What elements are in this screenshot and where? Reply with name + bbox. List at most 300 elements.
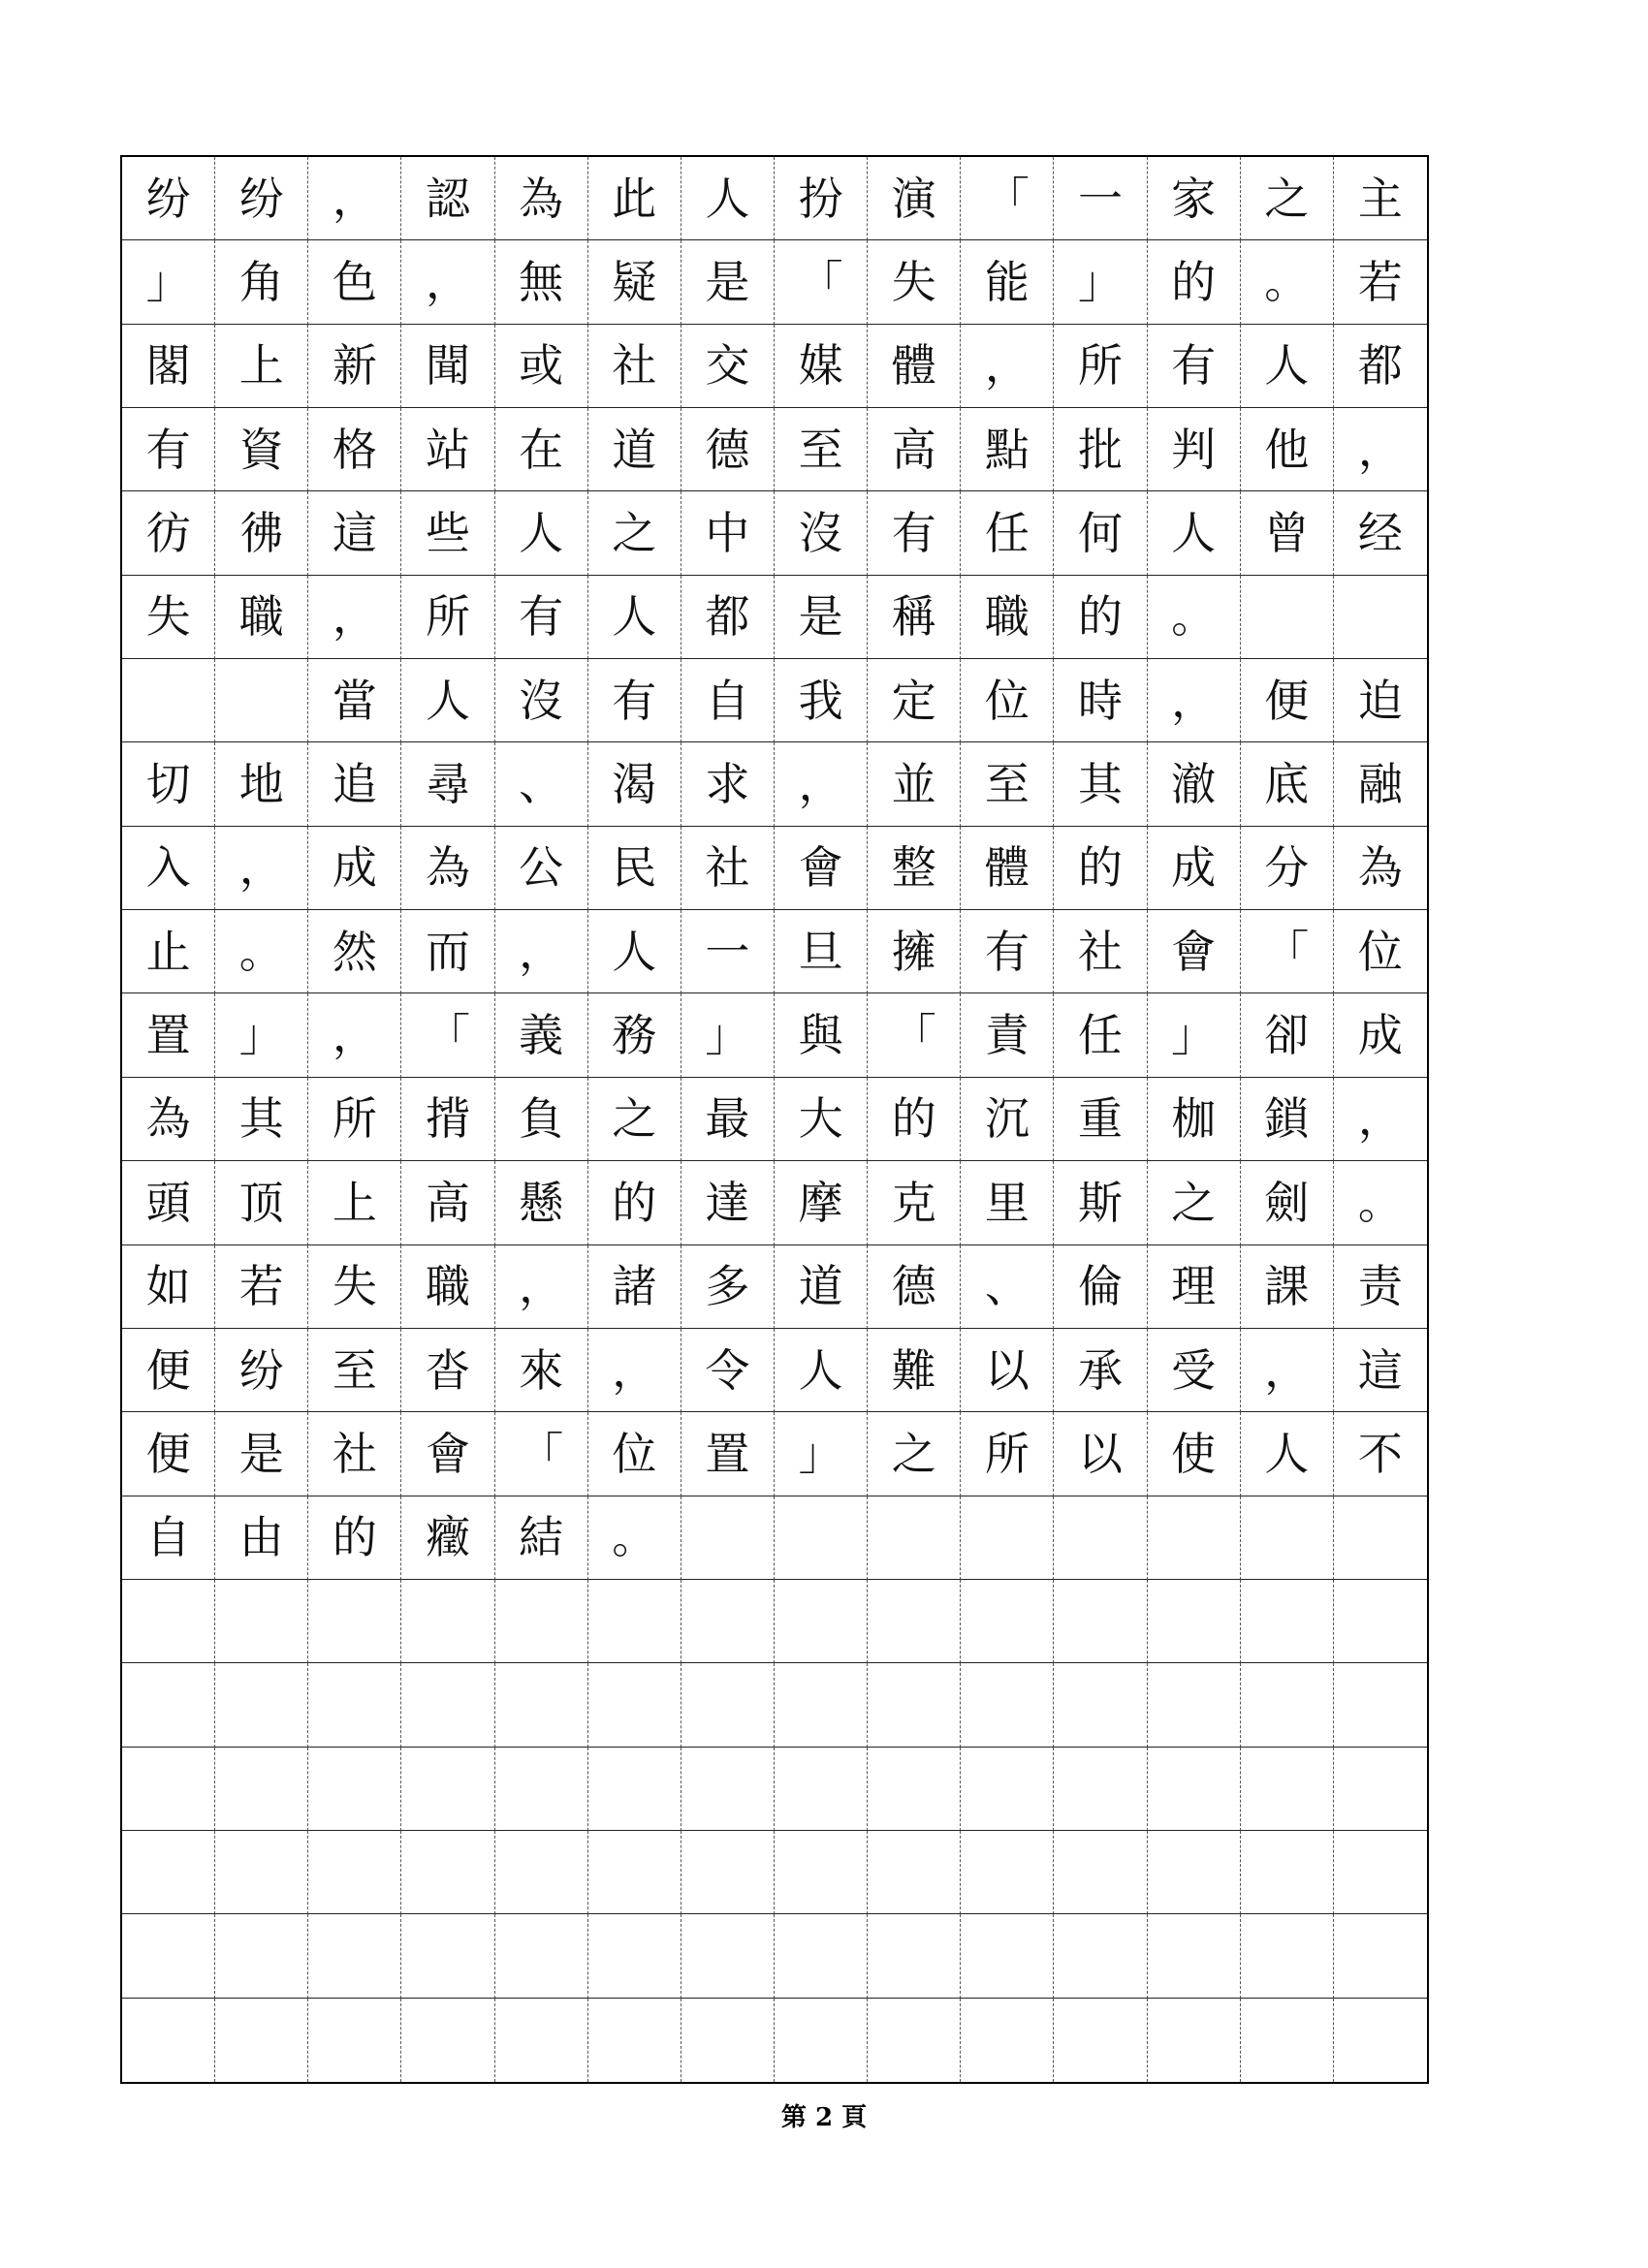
grid-cell [1241, 1748, 1334, 1831]
grid-cell: 大 [775, 1078, 868, 1161]
grid-cell [308, 1663, 401, 1747]
grid-cell: 位 [961, 659, 1054, 742]
grid-cell [1241, 1999, 1334, 2082]
grid-cell [681, 1663, 775, 1747]
grid-cell [308, 1999, 401, 2082]
grid-cell [1241, 1831, 1334, 1914]
grid-cell: 旦 [775, 910, 868, 993]
grid-cell: 的 [1148, 240, 1241, 324]
grid-cell [308, 1580, 401, 1663]
grid-cell: ， [1334, 408, 1427, 491]
grid-cell: 會 [401, 1412, 494, 1496]
grid-cell: 德 [681, 408, 775, 491]
grid-cell: 課 [1241, 1245, 1334, 1329]
grid-cell [1054, 1999, 1147, 2082]
grid-cell [495, 1831, 588, 1914]
grid-cell [1334, 1999, 1427, 2082]
grid-cell: ， [588, 1329, 681, 1412]
grid-cell: 職 [961, 576, 1054, 659]
grid-cell: ， [215, 827, 308, 910]
grid-cell [1054, 1580, 1147, 1663]
grid-cell: 角 [215, 240, 308, 324]
grid-cell [681, 1914, 775, 1998]
grid-cell: 」 [122, 240, 215, 324]
grid-cell: 在 [495, 408, 588, 491]
grid-cell [495, 1999, 588, 2082]
grid-cell [775, 1831, 868, 1914]
grid-cell [122, 1663, 215, 1747]
grid-cell: 所 [308, 1078, 401, 1161]
grid-cell [1148, 1496, 1241, 1580]
grid-cell: 責 [961, 993, 1054, 1077]
grid-cell [401, 1663, 494, 1747]
grid-cell [215, 1999, 308, 2082]
grid-cell: 多 [681, 1245, 775, 1329]
grid-cell: 擁 [868, 910, 961, 993]
grid-cell: 有 [588, 659, 681, 742]
grid-cell: 格 [308, 408, 401, 491]
grid-cell: 諸 [588, 1245, 681, 1329]
grid-cell: 彷 [122, 491, 215, 575]
grid-cell [961, 1999, 1054, 2082]
grid-cell: 時 [1054, 659, 1147, 742]
grid-cell: 承 [1054, 1329, 1147, 1412]
grid-cell [961, 1496, 1054, 1580]
grid-cell [495, 1663, 588, 1747]
grid-cell: 任 [961, 491, 1054, 575]
grid-cell [588, 1748, 681, 1831]
grid-cell: 人 [1241, 1412, 1334, 1496]
grid-cell: 頭 [122, 1161, 215, 1244]
page-number: 第 2 頁 [780, 2103, 868, 2132]
grid-cell: 難 [868, 1329, 961, 1412]
grid-cell: 。 [1334, 1161, 1427, 1244]
grid-cell: ， [401, 240, 494, 324]
grid-cell: 新 [308, 325, 401, 408]
grid-cell: 澈 [1148, 742, 1241, 826]
grid-cell [775, 1914, 868, 1998]
grid-cell: 家 [1148, 157, 1241, 240]
grid-cell: 失 [308, 1245, 401, 1329]
grid-cell [775, 1496, 868, 1580]
grid-cell: 職 [215, 576, 308, 659]
grid-cell: 是 [775, 576, 868, 659]
grid-cell: 人 [401, 659, 494, 742]
grid-cell: 人 [775, 1329, 868, 1412]
grid-cell: 鎖 [1241, 1078, 1334, 1161]
grid-cell [215, 1748, 308, 1831]
grid-cell: 若 [215, 1245, 308, 1329]
grid-cell: 卻 [1241, 993, 1334, 1077]
grid-cell [681, 1831, 775, 1914]
grid-cell [1054, 1914, 1147, 1998]
grid-cell: 置 [122, 993, 215, 1077]
grid-cell: 點 [961, 408, 1054, 491]
grid-cell: 些 [401, 491, 494, 575]
grid-cell: 人 [1241, 325, 1334, 408]
grid-cell [1148, 1748, 1241, 1831]
grid-cell: 任 [1054, 993, 1147, 1077]
grid-cell [215, 1580, 308, 1663]
grid-cell: 有 [868, 491, 961, 575]
grid-cell: 義 [495, 993, 588, 1077]
grid-cell [588, 1999, 681, 2082]
grid-cell: 沒 [495, 659, 588, 742]
grid-cell [401, 1914, 494, 1998]
grid-cell [775, 1663, 868, 1747]
grid-cell: 里 [961, 1161, 1054, 1244]
grid-cell: 一 [681, 910, 775, 993]
grid-cell: 切 [122, 742, 215, 826]
grid-cell: 。 [1148, 576, 1241, 659]
grid-cell: 這 [1334, 1329, 1427, 1412]
grid-cell: 成 [1334, 993, 1427, 1077]
grid-cell: 認 [401, 157, 494, 240]
grid-cell: 主 [1334, 157, 1427, 240]
grid-cell: 民 [588, 827, 681, 910]
grid-cell [775, 1748, 868, 1831]
grid-cell: 結 [495, 1496, 588, 1580]
grid-cell: 位 [1334, 910, 1427, 993]
grid-cell [961, 1914, 1054, 1998]
grid-cell: 為 [122, 1078, 215, 1161]
grid-cell [1334, 1914, 1427, 1998]
grid-cell: 人 [495, 491, 588, 575]
grid-cell: 失 [122, 576, 215, 659]
grid-cell [401, 1999, 494, 2082]
grid-cell: 纷 [215, 1329, 308, 1412]
grid-cell: 之 [1241, 157, 1334, 240]
grid-cell: 重 [1054, 1078, 1147, 1161]
grid-cell: 」 [775, 1412, 868, 1496]
grid-cell: 如 [122, 1245, 215, 1329]
grid-cell [961, 1831, 1054, 1914]
grid-cell [308, 1748, 401, 1831]
grid-cell: 社 [588, 325, 681, 408]
grid-cell [961, 1580, 1054, 1663]
grid-cell: 沓 [401, 1329, 494, 1412]
grid-cell [868, 1580, 961, 1663]
grid-cell: 公 [495, 827, 588, 910]
grid-cell [1054, 1663, 1147, 1747]
grid-cell: 體 [961, 827, 1054, 910]
grid-cell: 融 [1334, 742, 1427, 826]
grid-cell: 的 [1054, 827, 1147, 910]
grid-cell [1054, 1831, 1147, 1914]
grid-cell: 置 [681, 1412, 775, 1496]
writing-grid [120, 155, 1429, 2084]
grid-cell [681, 1580, 775, 1663]
grid-cell [122, 1580, 215, 1663]
grid-cell: 受 [1148, 1329, 1241, 1412]
grid-cell: 他 [1241, 408, 1334, 491]
grid-cell [868, 1496, 961, 1580]
grid-cell: 迫 [1334, 659, 1427, 742]
grid-cell: 來 [495, 1329, 588, 1412]
grid-cell [868, 1663, 961, 1747]
grid-cell: 斯 [1054, 1161, 1147, 1244]
grid-cell: 。 [1241, 240, 1334, 324]
grid-cell: 的 [588, 1161, 681, 1244]
grid-cell: 為 [1334, 827, 1427, 910]
grid-cell: 並 [868, 742, 961, 826]
grid-cell [1148, 1999, 1241, 2082]
grid-cell: 彿 [215, 491, 308, 575]
grid-cell: 成 [308, 827, 401, 910]
grid-cell [588, 1580, 681, 1663]
grid-cell [775, 1999, 868, 2082]
grid-cell: 顶 [215, 1161, 308, 1244]
grid-cell: 底 [1241, 742, 1334, 826]
grid-cell: 责 [1334, 1245, 1427, 1329]
grid-cell: 上 [215, 325, 308, 408]
grid-cell [1334, 1496, 1427, 1580]
grid-cell: 、 [495, 742, 588, 826]
grid-cell [122, 1914, 215, 1998]
grid-cell: 疑 [588, 240, 681, 324]
grid-cell [681, 1748, 775, 1831]
grid-cell: 不 [1334, 1412, 1427, 1496]
grid-cell: 都 [681, 576, 775, 659]
grid-cell: 曾 [1241, 491, 1334, 575]
grid-cell: 的 [308, 1496, 401, 1580]
grid-cell: 是 [681, 240, 775, 324]
grid-cell: 道 [775, 1245, 868, 1329]
grid-cell: 自 [122, 1496, 215, 1580]
grid-cell [122, 1748, 215, 1831]
grid-cell [681, 1496, 775, 1580]
grid-cell: 纷 [122, 157, 215, 240]
grid-cell: 枷 [1148, 1078, 1241, 1161]
grid-cell: 之 [868, 1412, 961, 1496]
grid-cell: 「 [495, 1412, 588, 1496]
grid-cell [588, 1914, 681, 1998]
grid-cell: 人 [1148, 491, 1241, 575]
grid-cell: 負 [495, 1078, 588, 1161]
grid-cell: 所 [961, 1412, 1054, 1496]
grid-cell: 「 [1241, 910, 1334, 993]
grid-cell [401, 1748, 494, 1831]
grid-cell [1148, 1663, 1241, 1747]
grid-cell: 位 [588, 1412, 681, 1496]
grid-cell: 所 [401, 576, 494, 659]
grid-cell: 批 [1054, 408, 1147, 491]
grid-cell: 其 [1054, 742, 1147, 826]
grid-cell: 或 [495, 325, 588, 408]
grid-cell: 資 [215, 408, 308, 491]
grid-cell: 。 [588, 1496, 681, 1580]
grid-cell [1148, 1831, 1241, 1914]
grid-cell [495, 1914, 588, 1998]
grid-cell: 職 [401, 1245, 494, 1329]
grid-cell: 至 [775, 408, 868, 491]
grid-cell: 追 [308, 742, 401, 826]
grid-cell: 以 [1054, 1412, 1147, 1496]
grid-cell [1241, 1580, 1334, 1663]
grid-cell [1241, 1663, 1334, 1747]
grid-cell [122, 659, 215, 742]
grid-cell [215, 659, 308, 742]
grid-cell: 自 [681, 659, 775, 742]
grid-cell: 閣 [122, 325, 215, 408]
grid-cell: 止 [122, 910, 215, 993]
grid-cell: 的 [868, 1078, 961, 1161]
grid-cell: 分 [1241, 827, 1334, 910]
grid-cell [308, 1914, 401, 1998]
grid-cell: ， [308, 576, 401, 659]
grid-cell [868, 1831, 961, 1914]
grid-cell: 克 [868, 1161, 961, 1244]
grid-cell: 「 [961, 157, 1054, 240]
grid-cell [401, 1831, 494, 1914]
grid-cell: 的 [1054, 576, 1147, 659]
grid-cell [1334, 1748, 1427, 1831]
grid-cell: ， [308, 157, 401, 240]
grid-cell: ， [1334, 1078, 1427, 1161]
grid-cell [122, 1999, 215, 2082]
grid-cell: 劍 [1241, 1161, 1334, 1244]
grid-cell: 尋 [401, 742, 494, 826]
grid-cell: 理 [1148, 1245, 1241, 1329]
grid-cell: 使 [1148, 1412, 1241, 1496]
grid-cell: 「 [401, 993, 494, 1077]
grid-cell [588, 1831, 681, 1914]
grid-cell: 至 [961, 742, 1054, 826]
grid-cell: ， [495, 910, 588, 993]
grid-cell: 色 [308, 240, 401, 324]
grid-cell [868, 1999, 961, 2082]
grid-cell: 人 [588, 910, 681, 993]
grid-cell: 社 [681, 827, 775, 910]
grid-cell: 德 [868, 1245, 961, 1329]
grid-cell: ， [1148, 659, 1241, 742]
grid-cell: 與 [775, 993, 868, 1077]
grid-cell: 最 [681, 1078, 775, 1161]
grid-cell: 然 [308, 910, 401, 993]
grid-cell: 我 [775, 659, 868, 742]
grid-cell [1054, 1496, 1147, 1580]
grid-cell [1241, 576, 1334, 659]
grid-cell [775, 1580, 868, 1663]
grid-cell: 渴 [588, 742, 681, 826]
grid-cell: 之 [588, 1078, 681, 1161]
grid-cell: ， [961, 325, 1054, 408]
grid-cell: 便 [122, 1412, 215, 1496]
grid-cell: 人 [588, 576, 681, 659]
grid-cell: 交 [681, 325, 775, 408]
grid-cell [122, 1831, 215, 1914]
grid-cell: 失 [868, 240, 961, 324]
grid-cell: 纷 [215, 157, 308, 240]
grid-cell: 便 [1241, 659, 1334, 742]
grid-cell: 高 [401, 1161, 494, 1244]
grid-cell: 便 [122, 1329, 215, 1412]
grid-cell: 稱 [868, 576, 961, 659]
grid-cell: 」 [215, 993, 308, 1077]
grid-cell: 所 [1054, 325, 1147, 408]
grid-cell: ， [1241, 1329, 1334, 1412]
grid-cell [1054, 1748, 1147, 1831]
grid-cell: 求 [681, 742, 775, 826]
grid-cell: 」 [1148, 993, 1241, 1077]
grid-cell: 懸 [495, 1161, 588, 1244]
grid-cell [1334, 1580, 1427, 1663]
grid-cell: 能 [961, 240, 1054, 324]
grid-cell: ， [308, 993, 401, 1077]
grid-cell: 一 [1054, 157, 1147, 240]
grid-cell: 高 [868, 408, 961, 491]
grid-cell [1334, 1831, 1427, 1914]
grid-cell: 之 [588, 491, 681, 575]
grid-cell: 之 [1148, 1161, 1241, 1244]
grid-cell: 经 [1334, 491, 1427, 575]
grid-cell: 摩 [775, 1161, 868, 1244]
grid-cell: 整 [868, 827, 961, 910]
grid-cell [495, 1580, 588, 1663]
grid-cell [215, 1914, 308, 1998]
grid-cell: 」 [1054, 240, 1147, 324]
grid-cell: 社 [1054, 910, 1147, 993]
grid-cell [1148, 1580, 1241, 1663]
grid-cell: 其 [215, 1078, 308, 1161]
grid-cell: 。 [215, 910, 308, 993]
grid-cell: 有 [495, 576, 588, 659]
grid-cell: 有 [1148, 325, 1241, 408]
grid-cell [495, 1748, 588, 1831]
grid-cell: 入 [122, 827, 215, 910]
grid-cell: 道 [588, 408, 681, 491]
grid-cell: 以 [961, 1329, 1054, 1412]
grid-cell: 達 [681, 1161, 775, 1244]
grid-cell: 何 [1054, 491, 1147, 575]
grid-cell [868, 1914, 961, 1998]
grid-cell: 揹 [401, 1078, 494, 1161]
grid-cell: 成 [1148, 827, 1241, 910]
grid-cell: 而 [401, 910, 494, 993]
grid-cell: 「 [775, 240, 868, 324]
grid-cell: 沉 [961, 1078, 1054, 1161]
grid-cell [1148, 1914, 1241, 1998]
grid-cell: 這 [308, 491, 401, 575]
grid-cell: 上 [308, 1161, 401, 1244]
grid-cell: 媒 [775, 325, 868, 408]
grid-cell [215, 1663, 308, 1747]
grid-cell: 會 [775, 827, 868, 910]
grid-cell: 是 [215, 1412, 308, 1496]
grid-cell [1241, 1914, 1334, 1998]
grid-cell [961, 1663, 1054, 1747]
grid-cell: ， [495, 1245, 588, 1329]
grid-cell: 此 [588, 157, 681, 240]
grid-cell: 定 [868, 659, 961, 742]
grid-cell: 為 [401, 827, 494, 910]
grid-cell: 為 [495, 157, 588, 240]
grid-cell [681, 1999, 775, 2082]
grid-cell: 體 [868, 325, 961, 408]
grid-cell: 站 [401, 408, 494, 491]
grid-cell: 務 [588, 993, 681, 1077]
grid-cell [1334, 576, 1427, 659]
grid-cell: 會 [1148, 910, 1241, 993]
grid-cell: ， [775, 742, 868, 826]
grid-cell: 社 [308, 1412, 401, 1496]
grid-cell: 倫 [1054, 1245, 1147, 1329]
grid-cell: 」 [681, 993, 775, 1077]
grid-cell: 令 [681, 1329, 775, 1412]
grid-cell: 無 [495, 240, 588, 324]
grid-cell: 、 [961, 1245, 1054, 1329]
grid-cell: 地 [215, 742, 308, 826]
